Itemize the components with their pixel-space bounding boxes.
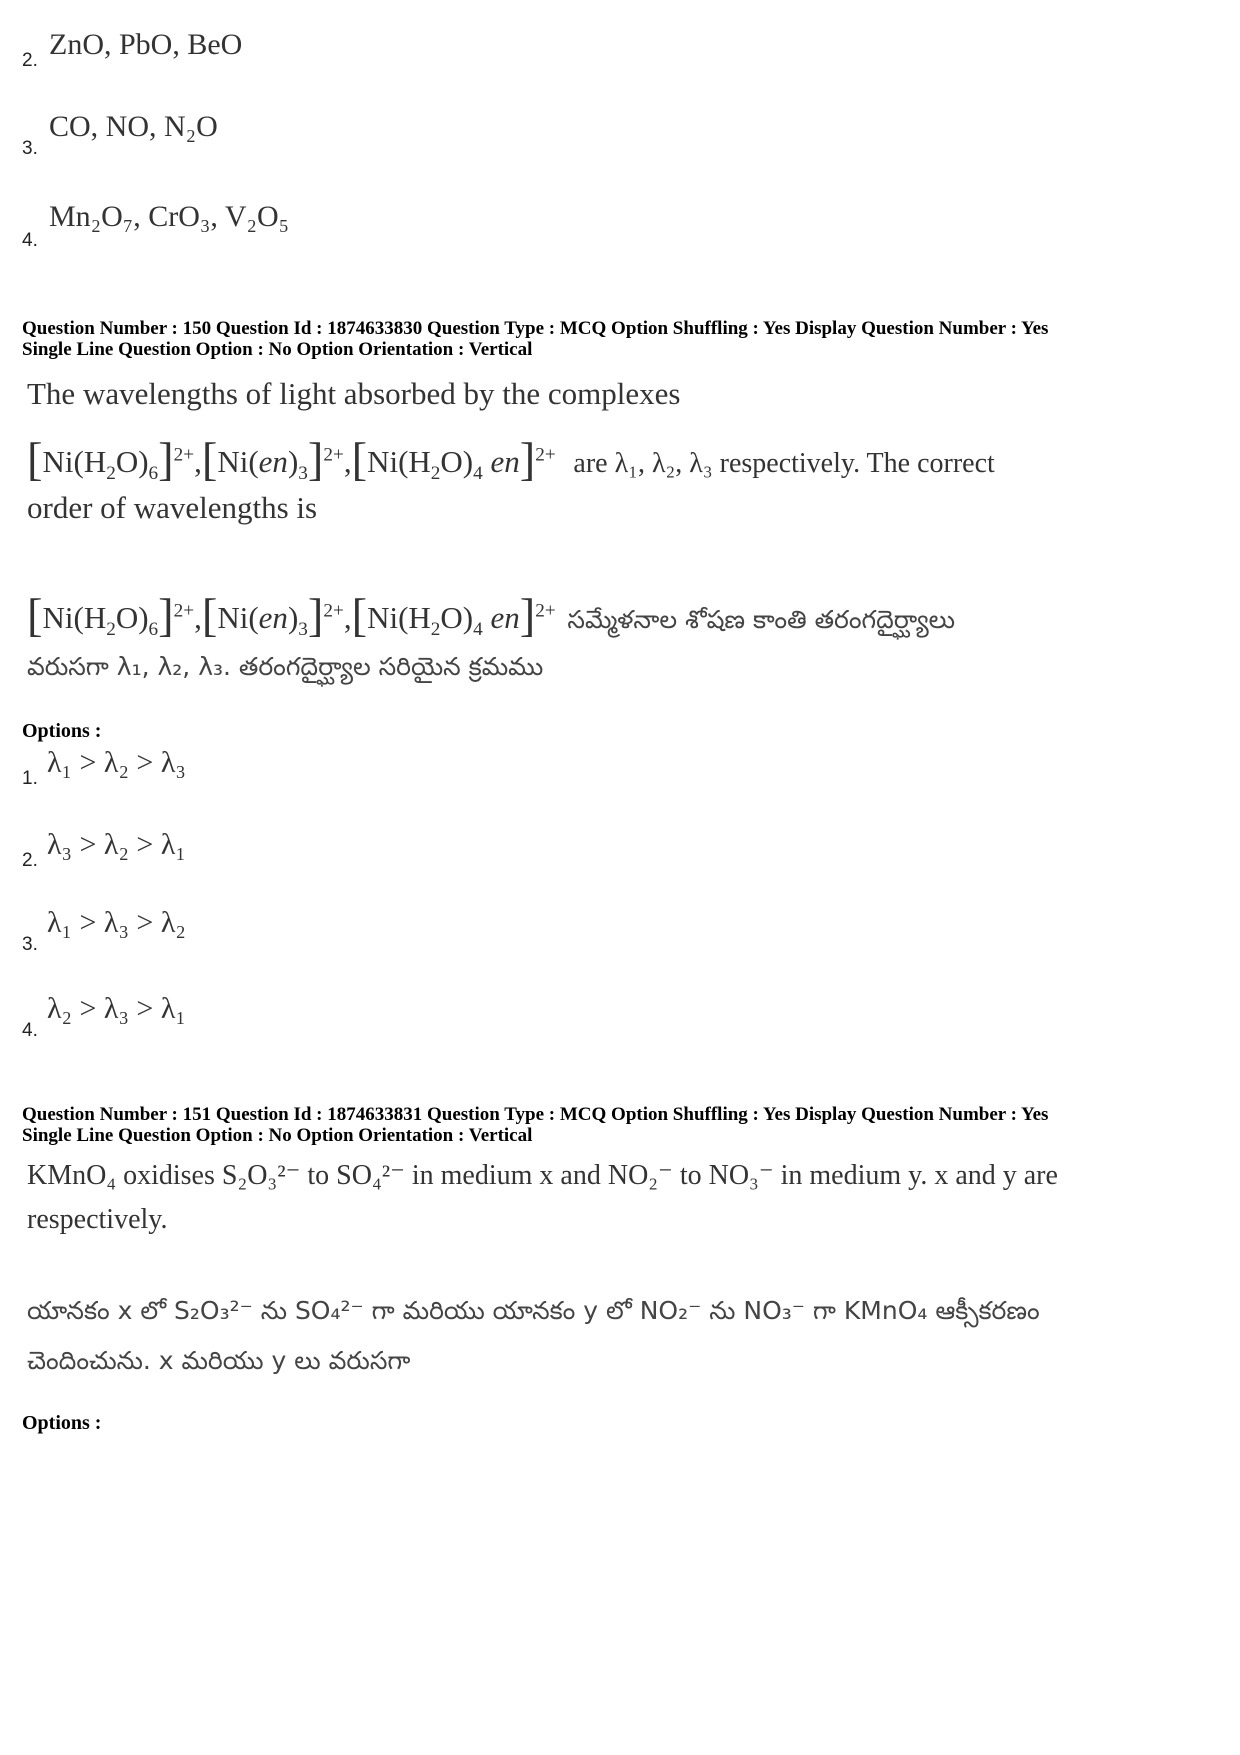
- option-text: λ₁ > λ₃ > λ₂: [47, 906, 186, 939]
- question-150-english-line-1: The wavelengths of light absorbed by the complexes: [27, 376, 681, 411]
- option-number: 1.: [22, 768, 38, 789]
- options-label: Options :: [22, 720, 102, 742]
- complex-formulas: $[Ni(H_2O)_6]^{2+},[Ni(en)_3]^{2+},[Ni(H_2O)_4$ en]$^{2+}$: [27, 435, 556, 486]
- meta-line-2: Single Line Question Option : No Option Orientation : Vertical: [22, 1125, 533, 1146]
- meta-line-1: Question Number : 151 Question Id : 1874633831 Question Type : MCQ Option Shuffling : Yes Display Question Number : Yes: [22, 1104, 1049, 1125]
- option-text: λ₂ > λ₃ > λ₁: [47, 992, 186, 1025]
- english-line-2-tail: are λ₁, λ₂, λ₃ respectively. The correct: [573, 448, 995, 479]
- question-151-telugu-line-1: యానకం x లో S₂O₃²⁻ ను SO₄²⁻ గా మరియు యానకం y లో NO₂⁻ ను NO₃⁻ గా KMnO₄ ఆక్సీకరణం: [27, 1296, 1040, 1325]
- options-label: Options :: [22, 1412, 102, 1434]
- option-text: Mn₂O₇, CrO₃, V₂O₅: [49, 200, 290, 233]
- question-150-telugu-line-1: [27, 590, 955, 643]
- complex-formulas: $[Ni(H_2O)_6]^{2+},[Ni(en)_3]^{2+},[Ni(H_2O)_4$ en]$^{2+}$: [27, 591, 556, 642]
- option-number: 2.: [22, 850, 38, 871]
- meta-line-1: Question Number : 150 Question Id : 1874633830 Question Type : MCQ Option Shuffling : Yes Display Question Number : Yes: [22, 318, 1049, 339]
- option-text: λ₁ > λ₂ > λ₃: [47, 746, 186, 779]
- telugu-line-1-tail: సమ్మేళనాల శోషణ కాంతి తరంగదైర్ఘ్యాలు: [567, 605, 956, 634]
- option-text: ZnO, PbO, BeO: [49, 28, 243, 61]
- question-151-english-line-2: respectively.: [27, 1204, 168, 1235]
- question-150-telugu-line-2: వరుసగా λ₁, λ₂, λ₃. తరంగదైర్ఘ్యాల సరియైన క్రమము: [27, 652, 544, 681]
- option-number: 3.: [22, 138, 38, 159]
- meta-line-2: Single Line Question Option : No Option Orientation : Vertical: [22, 339, 533, 360]
- question-150-english-line-3: order of wavelengths is: [27, 490, 318, 525]
- option-number: 2.: [22, 50, 38, 71]
- question-151-meta: [22, 1104, 1048, 1146]
- option-number: 4.: [22, 1020, 38, 1041]
- option-number: 3.: [22, 934, 38, 955]
- option-number: 4.: [22, 230, 38, 251]
- question-151-telugu-line-2: చెందించును. x మరియు y లు వరుసగా: [27, 1346, 411, 1375]
- option-text: λ₃ > λ₂ > λ₁: [47, 828, 186, 861]
- question-151-english-line-1: KMnO₄ oxidises S₂O₃²⁻ to SO₄²⁻ in medium x and NO₂⁻ to NO₃⁻ in medium y. x and y are: [27, 1160, 1058, 1191]
- question-150-meta: [22, 318, 1048, 360]
- option-text: CO, NO, N₂O: [49, 110, 218, 143]
- question-150-english-line-2: [27, 434, 995, 487]
